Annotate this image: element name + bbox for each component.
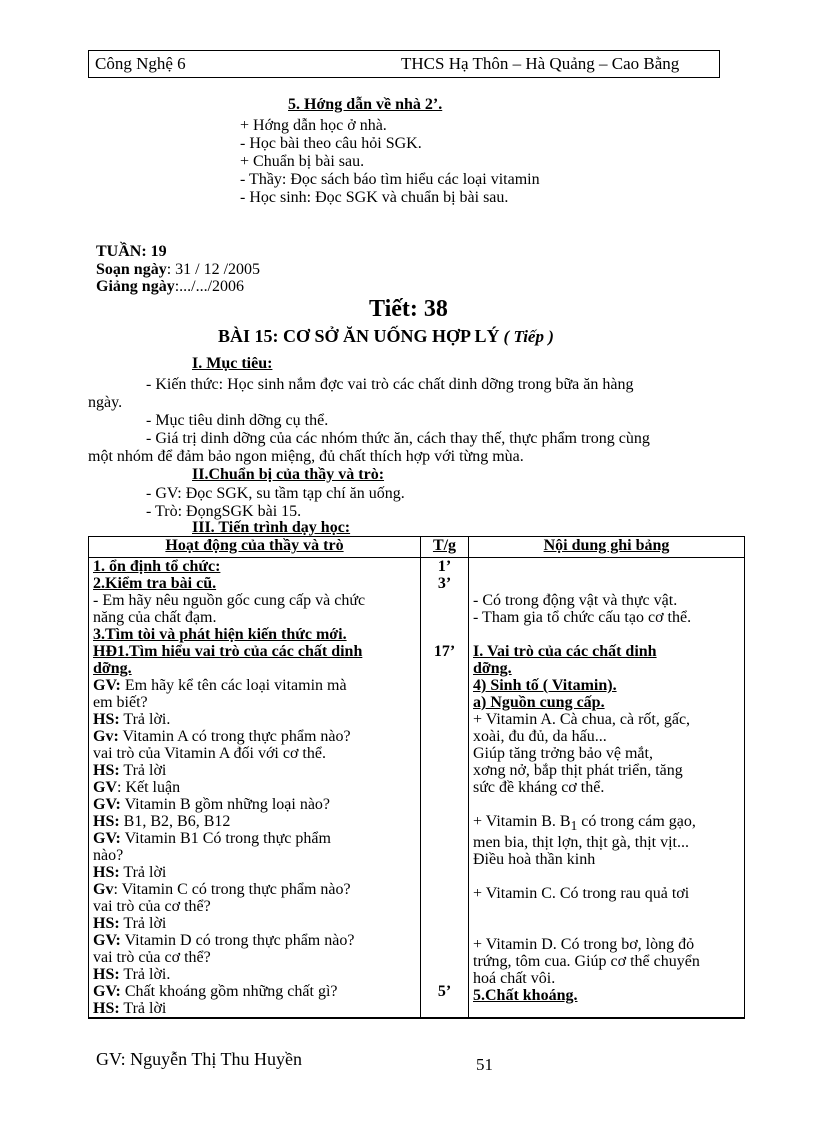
- activity-line: vai trò của cơ thể?: [93, 898, 211, 915]
- content-line: [473, 813, 740, 834]
- activity-line: [93, 762, 416, 779]
- time-value: 1’: [437, 558, 452, 575]
- content-line: Giúp tăng trởng bảo vệ mắt,: [473, 745, 653, 762]
- objective-line: - Giá trị dinh dỡng của các nhóm thức ăn, cách thay thế, thực phẩm trong cùng: [146, 430, 650, 447]
- activity-line: nào?: [93, 847, 124, 864]
- activity-line: năng của chất đạm.: [93, 609, 217, 626]
- activity-line: [93, 796, 416, 813]
- speaker: GV: [93, 779, 117, 796]
- time-cell: [421, 558, 469, 1019]
- objective-line: - Kiến thức: Học sinh nắm đợc vai trò các chất dinh dỡng trong bữa ăn hàng: [146, 376, 634, 393]
- school-label: THCS Hạ Thôn – Hà Quảng – Cao Bằng: [401, 54, 680, 73]
- speaker: HS:: [93, 915, 120, 932]
- homework-line: + Chuẩn bị bài sau.: [240, 153, 365, 170]
- content-text: có trong cám gạo,: [577, 813, 696, 830]
- activity-text: Vitamin A có trong thực phẩm nào?: [118, 728, 351, 745]
- homework-line: - Thầy: Đọc sách báo tìm hiểu các loại vitamin: [240, 171, 540, 188]
- objective-line: - Mục tiêu dinh dỡng cụ thể.: [146, 412, 329, 429]
- activity-line: - Em hãy nêu nguồn gốc cung cấp và chức: [93, 592, 366, 609]
- homework-heading: 5. Hớng dẫn về nhà 2’.: [288, 96, 443, 113]
- content-line: + Vitamin D. Có trong bơ, lòng đỏ: [473, 936, 695, 954]
- speaker: HS:: [93, 711, 120, 728]
- activity-text: Vitamin D có trong thực phẩm nào?: [120, 932, 355, 949]
- homework-line: + Hớng dẫn học ở nhà.: [240, 117, 387, 134]
- activity-line: dỡng.: [93, 660, 132, 677]
- activity-line: [93, 677, 416, 694]
- time-value: 3’: [437, 575, 452, 592]
- activity-line: em biết?: [93, 694, 148, 711]
- activity-line: [93, 864, 416, 881]
- col-header-content: Nội dung ghi bảng: [469, 537, 745, 558]
- activity-text: Trả lời: [119, 762, 167, 779]
- objectives-heading: I. Mục tiêu:: [192, 355, 273, 372]
- page-number: 51: [476, 1055, 493, 1074]
- content-line: sức đề kháng cơ thể.: [473, 779, 605, 796]
- activity-text: Chất khoáng gồm những chất gì?: [120, 983, 338, 1000]
- content-line: hoá chất vôi.: [473, 970, 556, 988]
- speaker: Gv: [93, 881, 114, 898]
- activity-line: [93, 728, 416, 745]
- time-value: 17’: [433, 643, 456, 660]
- activity-line: vai trò của Vitamin A đối với cơ thể.: [93, 745, 326, 762]
- subscript: 1: [570, 818, 578, 834]
- speaker: HS:: [93, 813, 120, 830]
- teacher-name: GV: Nguyễn Thị Thu Huyền: [96, 1049, 302, 1069]
- objective-line: một nhóm để đảm bảo ngon miệng, đủ chất thích hợp với từng mùa.: [88, 448, 524, 465]
- subject-label: Công Nghệ 6: [95, 54, 186, 73]
- activity-text: Vitamin B1 Có trong thực phẩm: [120, 830, 331, 847]
- objective-line: ngày.: [88, 394, 123, 411]
- content-line: men bia, thịt lợn, thịt gà, thịt vịt...: [473, 834, 689, 852]
- speaker: GV:: [93, 830, 121, 847]
- content-line: - Tham gia tổ chức cấu tạo cơ thể.: [473, 609, 692, 626]
- content-line: dỡng.: [473, 660, 512, 677]
- speaker: GV:: [93, 983, 121, 1000]
- activity-cell: [89, 558, 421, 1019]
- content-line: - Có trong động vật và thực vật.: [473, 592, 678, 609]
- activity-text: : Vitamin C có trong thực phẩm nào?: [113, 881, 351, 898]
- content-cell: [469, 558, 745, 1019]
- table-row: [89, 558, 745, 1019]
- speaker: HS:: [93, 864, 120, 881]
- prep-student: - Trò: ĐọngSGK bài 15.: [146, 503, 302, 520]
- lesson-plan-table: [88, 536, 745, 1019]
- prep-teacher: - GV: Đọc SGK, su tầm tạp chí ăn uống.: [146, 485, 405, 502]
- activity-line: [93, 830, 416, 847]
- activity-line: 1. ổn định tổ chức:: [93, 558, 221, 575]
- activity-line: [93, 983, 416, 1000]
- activity-text: Trả lời: [119, 864, 167, 881]
- activity-text: Trả lời: [119, 915, 167, 932]
- content-line: a) Nguồn cung cấp.: [473, 694, 605, 711]
- activity-text: Em hãy kể tên các loại vitamin mà: [120, 677, 347, 694]
- content-line: + Vitamin C. Có trong rau quả tơi: [473, 885, 690, 903]
- activity-line: 3.Tìm tòi và phát hiện kiến thức mới.: [93, 626, 347, 643]
- prep-heading: II.Chuẩn bị của thầy và trò:: [192, 466, 385, 483]
- teaching-date-value: :.../.../2006: [174, 278, 245, 295]
- content-line: + Vitamin A. Cà chua, cà rốt, gấc,: [473, 711, 691, 728]
- col-header-time: T/g: [421, 537, 469, 558]
- activity-line: [93, 932, 416, 949]
- activity-text: Trả lời.: [119, 966, 171, 983]
- activity-line: [93, 779, 416, 796]
- lesson-continued: ( Tiếp ): [503, 327, 554, 346]
- table-header-row: [89, 537, 745, 558]
- activity-line: [93, 1000, 416, 1017]
- homework-line: - Học sinh: Đọc SGK và chuẩn bị bài sau.: [240, 189, 509, 206]
- time-value: 5’: [437, 983, 452, 1000]
- speaker: Gv:: [93, 728, 119, 745]
- content-line: Điều hoà thần kinh: [473, 851, 596, 869]
- speaker: HS:: [93, 1000, 120, 1017]
- prepared-date-label: Soạn ngày: [96, 261, 167, 278]
- activity-line: 2.Kiểm tra bài cũ.: [93, 575, 217, 592]
- speaker: GV:: [93, 677, 121, 694]
- lesson-number: Tiết: 38: [369, 296, 448, 322]
- page-header: [88, 50, 720, 78]
- speaker: GV:: [93, 796, 121, 813]
- activity-line: [93, 881, 416, 898]
- activity-text: Vitamin B gồm những loại nào?: [120, 796, 331, 813]
- content-line: trứng, tôm cua. Giúp cơ thể chuyển: [473, 953, 700, 971]
- speaker: HS:: [93, 762, 120, 779]
- activity-line: [93, 813, 416, 830]
- activity-text: Trả lời.: [119, 711, 171, 728]
- week-label: TUẦN: 19: [96, 243, 167, 260]
- content-line: xoài, đu đủ, da hấu...: [473, 728, 607, 745]
- speaker: HS:: [93, 966, 120, 983]
- content-line: 4) Sinh tố ( Vitamin).: [473, 677, 617, 694]
- homework-line: - Học bài theo câu hỏi SGK.: [240, 135, 422, 152]
- process-heading: III. Tiến trình dạy học:: [192, 519, 351, 536]
- content-line: 5.Chất khoáng.: [473, 987, 578, 1005]
- content-text: + Vitamin B. B: [473, 813, 571, 830]
- col-header-activity: Hoạt động của thầy và trò: [89, 537, 421, 558]
- content-line: I. Vai trò của các chất dinh: [473, 643, 657, 660]
- content-line: xơng nở, bắp thịt phát triển, tăng: [473, 762, 683, 779]
- activity-text: : Kết luận: [117, 779, 181, 796]
- speaker: GV:: [93, 932, 121, 949]
- activity-text: B1, B2, B6, B12: [119, 813, 231, 830]
- activity-line: [93, 711, 416, 728]
- lesson-title: BÀI 15: CƠ SỞ ĂN UỐNG HỢP LÝ: [218, 326, 500, 346]
- activity-text: Trả lời: [119, 1000, 167, 1017]
- prepared-date-value: : 31 / 12 /2005: [166, 261, 261, 278]
- teaching-date-label: Giảng ngày: [96, 278, 175, 295]
- activity-line: vai trò của cơ thể?: [93, 949, 211, 966]
- teaching-date: [96, 277, 244, 296]
- activity-line: HĐ1.Tìm hiểu vai trò của các chất dinh: [93, 643, 363, 660]
- activity-line: [93, 915, 416, 932]
- activity-line: [93, 966, 416, 983]
- lesson-title-row: [218, 326, 554, 347]
